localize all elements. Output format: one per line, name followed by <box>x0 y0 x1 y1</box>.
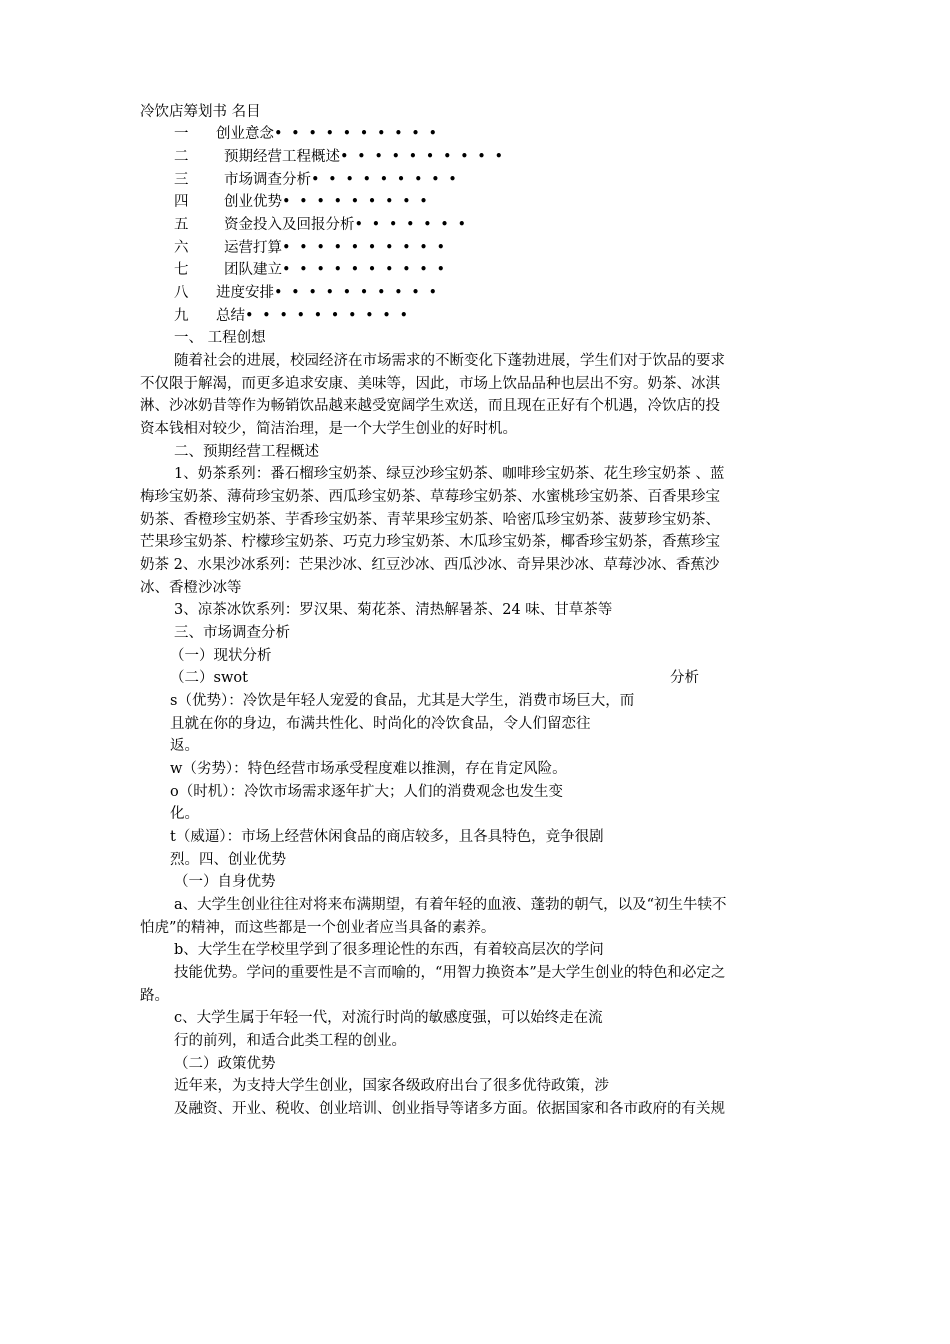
toc-label: 总结 <box>216 308 245 324</box>
toc-entry <box>174 170 459 190</box>
toc-number: 七 <box>174 262 189 278</box>
toc-entry <box>174 124 439 144</box>
toc-entry <box>174 192 430 212</box>
paragraph-line: 资本钱相对较少，简洁治理，是一个大学生创业的好时机。 <box>140 421 517 437</box>
toc-leader: • • • • • • • • • • <box>282 262 448 278</box>
paragraph-line: 随着社会的进展，校园经济在市场需求的不断变化下蓬勃进展，学生们对于饮品的要求 <box>174 353 725 369</box>
paragraph-line: 及融资、开业、税收、创业培训、创业指导等诸多方面。依据国家和各市政府的有关规 <box>174 1101 725 1117</box>
toc-number: 三 <box>174 172 189 188</box>
paragraph-line: 奶茶、香橙珍宝奶茶、芋香珍宝奶茶、青苹果珍宝奶茶、哈密瓜珍宝奶茶、菠萝珍宝奶茶、 <box>140 512 720 528</box>
toc-number: 二 <box>174 149 189 165</box>
section-heading: 一、 工程创想 <box>174 330 266 346</box>
paragraph-line: 不仅限于解渴，而更多追求安康、美味等，因此，市场上饮品品种也层出不穷。奶茶、冰淇 <box>140 376 720 392</box>
paragraph-line: 路。 <box>140 988 169 1004</box>
paragraph-line: 怕虎”的精神，而这些都是一个创业者应当具备的素养。 <box>140 920 496 936</box>
subsection-heading: （一）现状分析 <box>170 648 272 664</box>
paragraph-line: 近年来，为支持大学生创业，国家各级政府出台了很多优待政策，涉 <box>174 1078 609 1094</box>
paragraph-line: 奶茶 2、水果沙冰系列：芒果沙冰、红豆沙冰、西瓜沙冰、奇异果沙冰、草莓沙冰、香蕉沙 <box>140 557 720 573</box>
toc-entry <box>174 147 505 167</box>
paragraph-line: 梅珍宝奶茶、薄荷珍宝奶茶、西瓜珍宝奶茶、草莓珍宝奶茶、水蜜桃珍宝奶茶、百香果珍宝 <box>140 489 720 505</box>
subsection-heading-tail: 分析 <box>670 670 699 686</box>
paragraph-line: 且就在你的身边，布满共性化、时尚化的冷饮食品，令人们留恋往 <box>170 716 591 732</box>
paragraph-line: 芒果珍宝奶茶、柠檬珍宝奶茶、巧克力珍宝奶茶、木瓜珍宝奶茶，椰香珍宝奶茶，香蕉珍宝 <box>140 534 720 550</box>
toc-entry <box>174 215 468 235</box>
paragraph-line: 化。 <box>170 806 199 822</box>
toc-label: 市场调查分析 <box>224 172 311 188</box>
toc-label: 进度安排 <box>216 285 274 301</box>
document-title: 冷饮店筹划书 名目 <box>140 104 261 120</box>
paragraph-line: b、大学生在学校里学到了很多理论性的东西，有着较高层次的学问 <box>174 942 604 958</box>
toc-entry <box>174 283 439 303</box>
toc-label: 资金投入及回报分析 <box>224 217 355 233</box>
toc-label: 创业意念 <box>216 126 274 142</box>
toc-label: 创业优势 <box>224 194 282 210</box>
toc-entry <box>174 238 447 258</box>
toc-leader: • • • • • • • <box>354 217 469 233</box>
section-heading: 三、市场调查分析 <box>174 625 290 641</box>
toc-leader: • • • • • • • • • <box>282 194 430 210</box>
subsection-heading: （二）swot <box>170 670 248 686</box>
paragraph-line: a、大学生创业往往对将来布满期望，有着年轻的血液、蓬勃的朝气，以及“初生牛犊不 <box>174 897 727 913</box>
toc-leader: • • • • • • • • • • <box>245 308 411 324</box>
toc-leader: • • • • • • • • • • <box>340 149 506 165</box>
toc-number: 一 <box>174 126 189 142</box>
paragraph-line: 淋、沙冰奶昔等作为畅销饮品越来越受宽阔学生欢送，而且现在正好有个机遇，冷饮店的投 <box>140 398 720 414</box>
paragraph-line: 1、奶茶系列：番石榴珍宝奶茶、绿豆沙珍宝奶茶、咖啡珍宝奶茶、花生珍宝奶茶 、蓝 <box>174 466 725 482</box>
toc-number: 九 <box>174 308 189 324</box>
paragraph-line: 行的前列，和适合此类工程的创业。 <box>174 1033 406 1049</box>
section-heading: 二、预期经营工程概述 <box>174 444 319 460</box>
paragraph-line: 冰、香橙沙冰等 <box>140 580 242 596</box>
toc-number: 四 <box>174 194 189 210</box>
paragraph-line: 技能优势。学问的重要性是不言而喻的，“用智力换资本”是大学生创业的特色和必定之 <box>174 965 726 981</box>
subsection-heading: （一）自身优势 <box>174 874 276 890</box>
paragraph-line: s（优势）：冷饮是年轻人宠爱的食品，尤其是大学生，消费市场巨大，而 <box>170 693 635 709</box>
paragraph-line: t（威逼）：市场上经营休闲食品的商店较多，且各具特色，竞争很剧 <box>170 829 604 845</box>
paragraph-line: 3、凉茶冰饮系列：罗汉果、菊花茶、清热解暑茶、24 味、甘草茶等 <box>174 602 613 618</box>
toc-leader: • • • • • • • • • • <box>274 285 440 301</box>
toc-label: 团队建立 <box>224 262 282 278</box>
toc-leader: • • • • • • • • • • <box>282 240 448 256</box>
toc-entry <box>174 306 410 326</box>
toc-leader: • • • • • • • • • <box>311 172 459 188</box>
toc-number: 八 <box>174 285 189 301</box>
toc-leader: • • • • • • • • • • <box>274 126 440 142</box>
paragraph-line: w（劣势）：特色经营市场承受程度难以推测，存在肯定风险。 <box>170 761 567 777</box>
paragraph-line: 返。 <box>170 738 199 754</box>
toc-number: 五 <box>174 217 189 233</box>
toc-number: 六 <box>174 240 189 256</box>
subsection-heading: （二）政策优势 <box>174 1056 276 1072</box>
paragraph-line: c、大学生属于年轻一代，对流行时尚的敏感度强，可以始终走在流 <box>174 1010 603 1026</box>
toc-label: 预期经营工程概述 <box>224 149 340 165</box>
paragraph-line: 烈。四、创业优势 <box>170 852 286 868</box>
toc-label: 运营打算 <box>224 240 282 256</box>
paragraph-line: o（时机）：冷饮市场需求逐年扩大；人们的消费观念也发生变 <box>170 784 563 800</box>
toc-entry <box>174 260 447 280</box>
